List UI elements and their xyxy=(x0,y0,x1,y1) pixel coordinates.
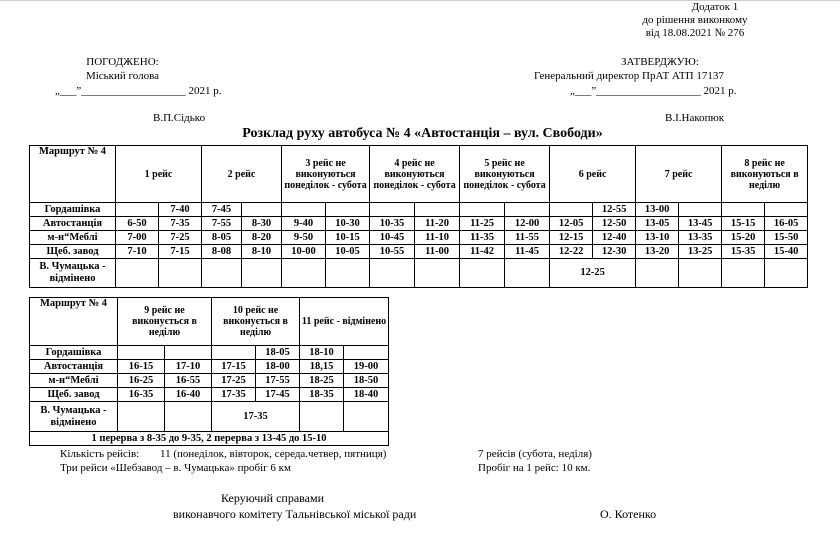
time-cell xyxy=(505,259,550,288)
trip-header: 10 рейс не виконується в неділю xyxy=(212,298,300,346)
time-cell: 11-25 xyxy=(460,217,505,231)
merged-time-cell: 17-35 xyxy=(212,402,300,432)
time-cell: 9-50 xyxy=(282,231,326,245)
time-cell: 17-25 xyxy=(212,374,256,388)
three-trips-note: Три рейси «Шебзавод – в. Чумацька» пробіг 6 км xyxy=(60,462,291,474)
time-cell: 8-05 xyxy=(202,231,242,245)
time-cell xyxy=(765,259,808,288)
time-cell: 18-00 xyxy=(256,360,300,374)
trip-header: 3 рейс не виконуються понеділок - субота xyxy=(282,146,370,203)
time-cell: 16-55 xyxy=(165,374,212,388)
signature-name: О. Котенко xyxy=(600,507,657,521)
approval-left-heading: ПОГОДЖЕНО: xyxy=(86,56,159,68)
time-cell: 6-50 xyxy=(116,217,159,231)
stop-name: Автостанція xyxy=(30,217,116,231)
time-cell xyxy=(282,259,326,288)
time-cell xyxy=(765,203,808,217)
time-cell: 10-05 xyxy=(326,245,370,259)
time-cell xyxy=(344,346,389,360)
time-cell: 18-40 xyxy=(344,388,389,402)
time-cell: 19-00 xyxy=(344,360,389,374)
table-row-cancelled xyxy=(30,259,808,288)
table-row xyxy=(30,203,808,217)
time-cell xyxy=(370,259,415,288)
time-cell: 16-40 xyxy=(165,388,212,402)
time-cell: 16-05 xyxy=(765,217,808,231)
stop-name: м-н“Меблі xyxy=(30,231,116,245)
time-cell: 15-35 xyxy=(722,245,765,259)
table-row xyxy=(30,360,389,374)
time-cell xyxy=(460,203,505,217)
time-cell xyxy=(550,203,593,217)
time-cell: 13-00 xyxy=(636,203,679,217)
time-cell xyxy=(370,203,415,217)
trip-header: 9 рейс не виконується в неділю xyxy=(118,298,212,346)
time-cell xyxy=(460,259,505,288)
stop-name: м-н“Меблі xyxy=(30,374,118,388)
route-label-cell: Маршрут № 4 xyxy=(30,146,116,203)
stop-name: Автостанція xyxy=(30,360,118,374)
trip-header: 7 рейс xyxy=(636,146,722,203)
time-cell: 11-45 xyxy=(505,245,550,259)
time-cell xyxy=(326,203,370,217)
trips-label: Кількість рейсів: xyxy=(60,448,140,460)
time-cell: 10-15 xyxy=(326,231,370,245)
time-cell: 11-35 xyxy=(460,231,505,245)
time-cell xyxy=(202,259,242,288)
appendix-line-1: Додаток 1 xyxy=(691,1,739,13)
time-cell: 16-15 xyxy=(118,360,165,374)
table-header-row xyxy=(30,298,389,346)
table-row xyxy=(30,374,389,388)
time-cell xyxy=(242,259,282,288)
trip-header: 8 рейс не виконуються в неділю xyxy=(722,146,808,203)
time-cell: 13-35 xyxy=(679,231,722,245)
trips-weekend: 7 рейсів (субота, неділя) xyxy=(478,448,592,460)
approval-left-name: В.П.Сідько xyxy=(153,112,206,124)
route-label-cell: Маршрут № 4 xyxy=(30,298,118,346)
time-cell: 13-10 xyxy=(636,231,679,245)
table-row xyxy=(30,245,808,259)
time-cell: 12-30 xyxy=(593,245,636,259)
time-cell xyxy=(165,402,212,432)
appendix-line-2: до рішення виконкому xyxy=(642,14,748,26)
table-row xyxy=(30,346,389,360)
time-cell: 7-15 xyxy=(159,245,202,259)
time-cell: 7-00 xyxy=(116,231,159,245)
time-cell: 17-35 xyxy=(212,388,256,402)
time-cell: 12-00 xyxy=(505,217,550,231)
time-cell: 10-45 xyxy=(370,231,415,245)
time-cell: 16-35 xyxy=(118,388,165,402)
schedule-table-secondary xyxy=(29,297,389,446)
stop-name: Гордашівка xyxy=(30,346,118,360)
time-cell xyxy=(159,259,202,288)
time-cell: 11-42 xyxy=(460,245,505,259)
time-cell: 12-22 xyxy=(550,245,593,259)
time-cell xyxy=(116,259,159,288)
time-cell: 17-10 xyxy=(165,360,212,374)
stop-name: Щеб. завод xyxy=(30,388,118,402)
time-cell: 15-40 xyxy=(765,245,808,259)
time-cell xyxy=(242,203,282,217)
trips-weekday: 11 (понеділок, вівторок, середа.четвер, пятниця) xyxy=(160,448,387,460)
time-cell xyxy=(116,203,159,217)
table-row xyxy=(30,217,808,231)
table-row xyxy=(30,388,389,402)
stop-name: В. Чумацька - відмінено xyxy=(30,259,116,288)
time-cell: 8-30 xyxy=(242,217,282,231)
time-cell xyxy=(300,402,344,432)
time-cell xyxy=(636,259,679,288)
time-cell xyxy=(212,346,256,360)
time-cell xyxy=(679,203,722,217)
time-cell: 12-05 xyxy=(550,217,593,231)
time-cell: 11-55 xyxy=(505,231,550,245)
trip-header: 2 рейс xyxy=(202,146,282,203)
appendix-line-3: від 18.08.2021 № 276 xyxy=(645,27,745,39)
mileage-note: Пробіг на 1 рейс: 10 км. xyxy=(478,462,591,474)
schedule-table-main xyxy=(29,145,808,288)
time-cell xyxy=(344,402,389,432)
time-cell: 9-40 xyxy=(282,217,326,231)
time-cell: 10-55 xyxy=(370,245,415,259)
time-cell: 17-45 xyxy=(256,388,300,402)
stop-name: Щеб. завод xyxy=(30,245,116,259)
time-cell: 13-20 xyxy=(636,245,679,259)
time-cell: 15-15 xyxy=(722,217,765,231)
stop-name: В. Чумацька - відмінено xyxy=(30,402,118,432)
time-cell: 18-50 xyxy=(344,374,389,388)
time-cell: 17-15 xyxy=(212,360,256,374)
time-cell: 12-55 xyxy=(593,203,636,217)
signature-position-line-1: Керуючий справами xyxy=(221,491,325,505)
approval-right-date-line: „___”___________________ 2021 р. xyxy=(570,85,737,97)
time-cell: 7-40 xyxy=(159,203,202,217)
approval-right-heading: ЗАТВЕРДЖУЮ: xyxy=(621,56,699,68)
time-cell: 11-00 xyxy=(415,245,460,259)
signature-position-line-2: виконавчого комітету Тальнівської міської ради xyxy=(173,507,417,521)
time-cell xyxy=(415,203,460,217)
time-cell: 10-35 xyxy=(370,217,415,231)
time-cell xyxy=(679,259,722,288)
time-cell xyxy=(282,203,326,217)
trip-header: 1 рейс xyxy=(116,146,202,203)
breaks-text: 1 перерва з 8-35 до 9-35, 2 перерва з 13-45 до 15-10 xyxy=(30,432,389,446)
time-cell xyxy=(505,203,550,217)
trip-header: 5 рейс не виконуються понеділок - субота xyxy=(460,146,550,203)
time-cell: 8-10 xyxy=(242,245,282,259)
time-cell: 7-35 xyxy=(159,217,202,231)
time-cell: 12-15 xyxy=(550,231,593,245)
time-cell: 17-55 xyxy=(256,374,300,388)
time-cell: 18-35 xyxy=(300,388,344,402)
approval-right-position: Генеральний директор ПрАТ АТП 17137 xyxy=(534,70,724,82)
table-row-cancelled xyxy=(30,402,389,432)
time-cell: 11-10 xyxy=(415,231,460,245)
time-cell: 18,15 xyxy=(300,360,344,374)
breaks-row xyxy=(30,432,389,446)
trip-header: 4 рейс не виконуються понеділок - субота xyxy=(370,146,460,203)
time-cell: 13-45 xyxy=(679,217,722,231)
time-cell xyxy=(415,259,460,288)
time-cell: 15-20 xyxy=(722,231,765,245)
time-cell: 7-10 xyxy=(116,245,159,259)
time-cell: 10-30 xyxy=(326,217,370,231)
time-cell xyxy=(326,259,370,288)
time-cell xyxy=(722,259,765,288)
approval-left-date-line: „___”___________________ 2021 р. xyxy=(55,85,222,97)
time-cell: 18-25 xyxy=(300,374,344,388)
table-row xyxy=(30,231,808,245)
stop-name: Гордашівка xyxy=(30,203,116,217)
time-cell xyxy=(722,203,765,217)
time-cell: 8-08 xyxy=(202,245,242,259)
time-cell: 7-55 xyxy=(202,217,242,231)
time-cell: 10-00 xyxy=(282,245,326,259)
merged-time-cell: 12-25 xyxy=(550,259,636,288)
time-cell: 12-50 xyxy=(593,217,636,231)
time-cell: 7-25 xyxy=(159,231,202,245)
page-title: Розклад руху автобуса № 4 «Автостанція – вул. Свободи» xyxy=(242,126,603,141)
time-cell: 8-20 xyxy=(242,231,282,245)
time-cell xyxy=(118,402,165,432)
time-cell xyxy=(118,346,165,360)
trip-header: 11 рейс - відмінено xyxy=(300,298,389,346)
time-cell: 7-45 xyxy=(202,203,242,217)
approval-left-position: Міський голова xyxy=(85,70,160,82)
time-cell: 13-05 xyxy=(636,217,679,231)
time-cell: 18-10 xyxy=(300,346,344,360)
time-cell: 16-25 xyxy=(118,374,165,388)
table-header-row xyxy=(30,146,808,203)
time-cell: 15-50 xyxy=(765,231,808,245)
time-cell: 11-20 xyxy=(415,217,460,231)
time-cell: 13-25 xyxy=(679,245,722,259)
time-cell xyxy=(165,346,212,360)
approval-right-name: В.І.Накопюк xyxy=(665,112,725,124)
trip-header: 6 рейс xyxy=(550,146,636,203)
time-cell: 12-40 xyxy=(593,231,636,245)
time-cell: 18-05 xyxy=(256,346,300,360)
